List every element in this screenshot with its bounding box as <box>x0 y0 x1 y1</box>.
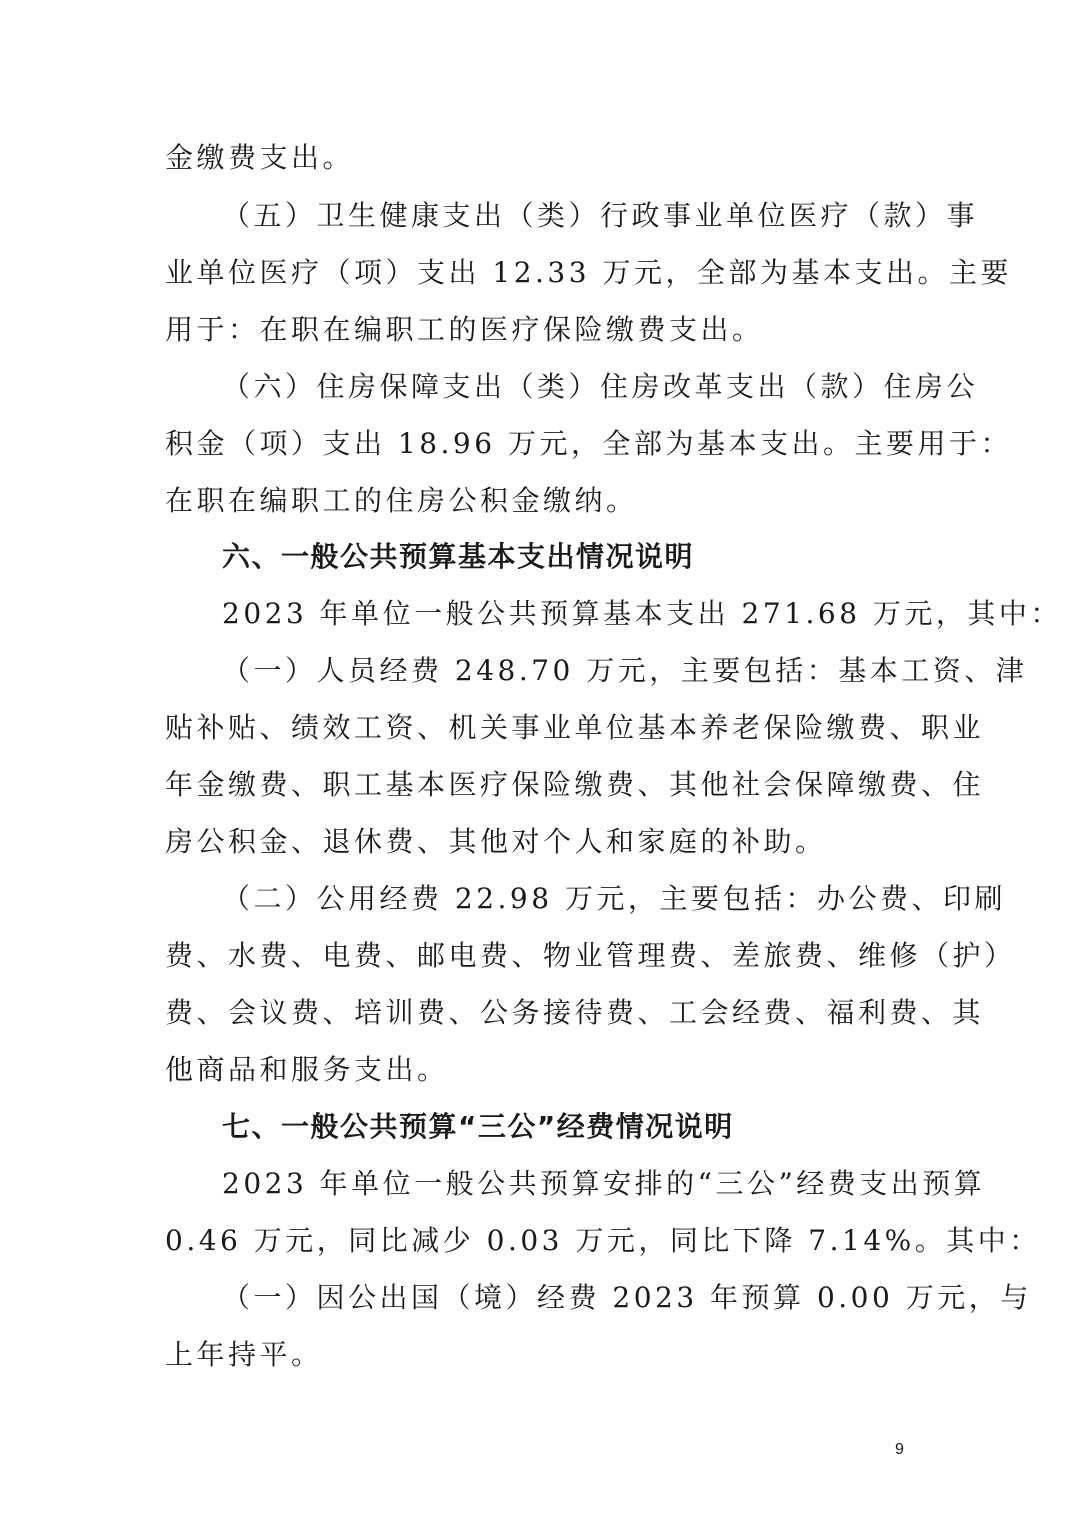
paragraph-line: 费、会议费、培训费、公务接待费、工会经费、福利费、其 <box>165 996 985 1029</box>
paragraph-line: 0.46 万元，同比减少 0.03 万元，同比下降 7.14%。其中： <box>165 1224 1041 1257</box>
paragraph-line: 费、水费、电费、邮电费、物业管理费、差旅费、维修（护） <box>165 939 1016 972</box>
paragraph-line: 房公积金、退休费、其他对个人和家庭的补助。 <box>165 825 827 858</box>
paragraph-line: 2023 年单位一般公共预算基本支出 271.68 万元，其中： <box>222 597 1062 630</box>
paragraph-line: 贴补贴、绩效工资、机关事业单位基本养老保险缴费、职业 <box>165 711 985 744</box>
paragraph-line: 在职在编职工的住房公积金缴纳。 <box>165 484 638 517</box>
paragraph-line: 上年持平。 <box>165 1338 323 1371</box>
paragraph-line: （一）人员经费 248.70 万元，主要包括：基本工资、津 <box>222 654 1028 687</box>
paragraph-line: 2023 年单位一般公共预算安排的“三公”经费支出预算 <box>222 1167 986 1200</box>
paragraph-line: 金缴费支出。 <box>165 141 355 174</box>
paragraph-line: 积金（项）支出 18.96 万元，全部为基本支出。主要用于： <box>165 427 1012 460</box>
page-number: 9 <box>895 1441 904 1458</box>
paragraph-line: 业单位医疗（项）支出 12.33 万元，全部为基本支出。主要 <box>165 256 1012 289</box>
paragraph-line: （二）公用经费 22.98 万元，主要包括：办公费、印刷 <box>222 882 1006 915</box>
section-heading: 六、一般公共预算基本支出情况说明 <box>222 540 695 573</box>
paragraph-line: 年金缴费、职工基本医疗保险缴费、其他社会保障缴费、住 <box>165 768 985 801</box>
paragraph-line: （六）住房保障支出（类）住房改革支出（款）住房公 <box>222 370 979 403</box>
paragraph-line: （一）因公出国（境）经费 2023 年预算 0.00 万元，与 <box>222 1281 1032 1314</box>
paragraph-line: （五）卫生健康支出（类）行政事业单位医疗（款）事 <box>222 199 979 232</box>
paragraph-line: 用于：在职在编职工的医疗保险缴费支出。 <box>165 313 764 346</box>
paragraph-line: 他商品和服务支出。 <box>165 1053 449 1086</box>
section-heading: 七、一般公共预算“三公”经费情况说明 <box>222 1110 734 1143</box>
